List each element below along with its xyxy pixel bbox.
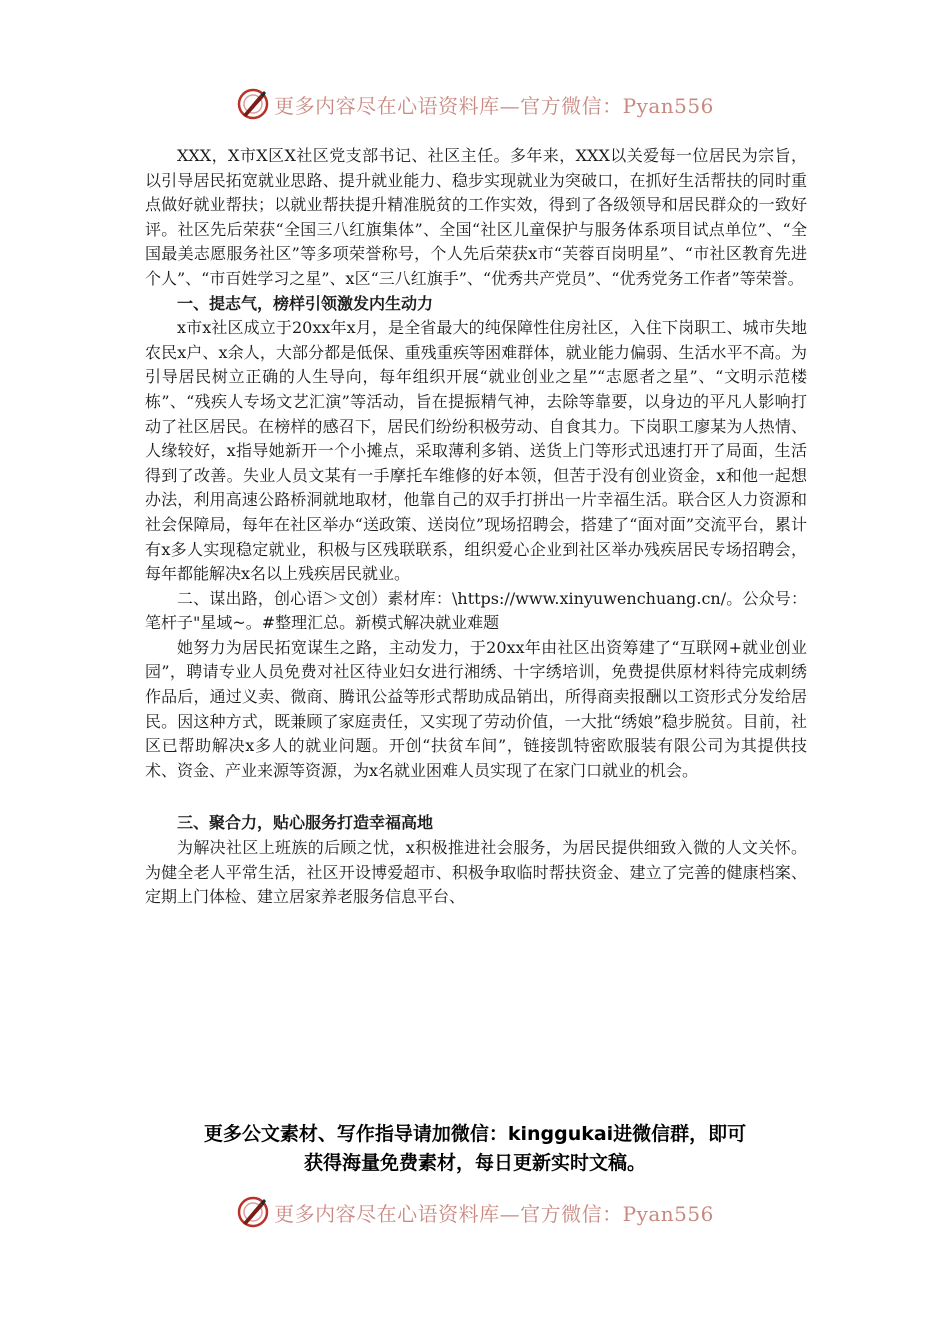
- promo-line-2: 获得海量免费素材，每日更新实时文稿。: [303, 1152, 646, 1174]
- section-3-paragraph: 为解决社区上班族的后顾之忧，x积极推进社会服务，为居民提供细致入微的人文关怀。为健全老人平常生活，社区开设博爱超市、积极争取临时帮扶资金、建立了完善的健康档案、定期上门体检、建立居家养老服务信息平台、: [145, 838, 807, 907]
- pen-logo-icon: [236, 1195, 270, 1229]
- pen-logo-icon: [236, 87, 270, 121]
- section-2-paragraph: 她努力为居民拓宽谋生之路，主动发力，于20xx年由社区出资筹建了“互联网+就业创业园”，聘请专业人员免费对社区待业妇女进行湘绣、十字绣培训，免费提供原材料待完成刺绣作品后，通过义卖、微商、腾讯公益等形式帮助成品销出，所得商卖报酬以工资形式分发给居民。因这种方式，既兼顾了家庭责任，又实现了劳动价值，一大批“绣娘”稳步脱贫。目前，社区已帮助解决x多人的就业问题。开创“扶贫车间”，链接凯特密欧服装有限公司为其提供技术、资金、产业来源等资源，为x名就业困难人员实现了在家门口就业的机会。: [145, 637, 807, 780]
- header-banner-text: 更多内容尽在心语资料库—官方微信：Pyan556: [274, 93, 714, 118]
- section-1-paragraph: x市x社区成立于20xx年x月，是全省最大的纯保障性住房社区，入住下岗职工、城市失地农民x户、x余人，大部分都是低保、重残重疾等困难群体，就业能力偏弱、生活水平不高。为引导居民树立正确的人生导向，每年组织开展“就业创业之星”“志愿者之星”、“文明示范楼栋”、“残疾人专场文艺汇演”等活动，旨在提振精气神，去除等靠要，以身边的平凡人影响打动了社区居民。在榜样的感召下，居民们纷纷积极劳动、自食其力。下岗职工廖某为人热情、人缘较好，x指导她新开一个小摊点，采取薄利多销、送货上门等形式迅速打开了局面，生活得到了改善。失业人员文某有一手摩托车维修的好本领，但苦于没有创业资金，x和他一起想办法，利用高速公路桥洞就地取材，他靠自己的双手打拼出一片幸福生活。联合区人力资源和社会保障局，每年在社区举办“送政策、送岗位”现场招聘会，搭建了“面对面”交流平台，累计有x多人实现稳定就业，积极与区残联联系，组织爱心企业到社区举办残疾居民专场招聘会，每年都能解决x名以上残疾居民就业。: [145, 318, 807, 584]
- wechat-promo: [120, 1120, 830, 1178]
- promo-line-1: 更多公文素材、写作指导请加微信：kinggukai进微信群，即可: [203, 1123, 747, 1145]
- section-heading-2: 二、谋出路，创心语＞文创）素材库：\https://www.xinyuwenchuang.cn/。公众号：笔杆子"星域~。#整理汇总。新模式解决就业难题: [145, 588, 807, 633]
- section-heading-1: 一、提志气，榜样引领激发内生动力: [177, 293, 434, 313]
- paragraph-gap: [145, 783, 807, 807]
- intro-paragraph: XXX，X市X区X社区党支部书记、社区主任。多年来，XXX以关爱每一位居民为宗旨，以引导居民拓宽就业思路、提升就业能力、稳步实现就业为突破口，在抓好生活帮扶的同时重点做好就业帮扶；以就业帮扶提升精准脱贫的工作实效，得到了各级领导和居民群众的一致好评。社区先后荣获“全国三八红旗集体”、全国“社区儿童保护与服务体系项目试点单位”、“全国最美志愿服务社区”等多项荣誉称号，个人先后荣获x市“芙蓉百岗明星”、“市社区教育先进个人”、“市百姓学习之星”、x区“三八红旗手”、“优秀共产党员”、“优秀党务工作者”等荣誉。: [145, 146, 807, 288]
- article-body: [145, 144, 807, 910]
- section-heading-3: 三、聚合力，贴心服务打造幸福高地: [177, 813, 434, 833]
- footer-banner-text: 更多内容尽在心语资料库—官方微信：Pyan556: [274, 1201, 714, 1226]
- footer-banner: [0, 1192, 950, 1232]
- header-banner: [0, 84, 950, 124]
